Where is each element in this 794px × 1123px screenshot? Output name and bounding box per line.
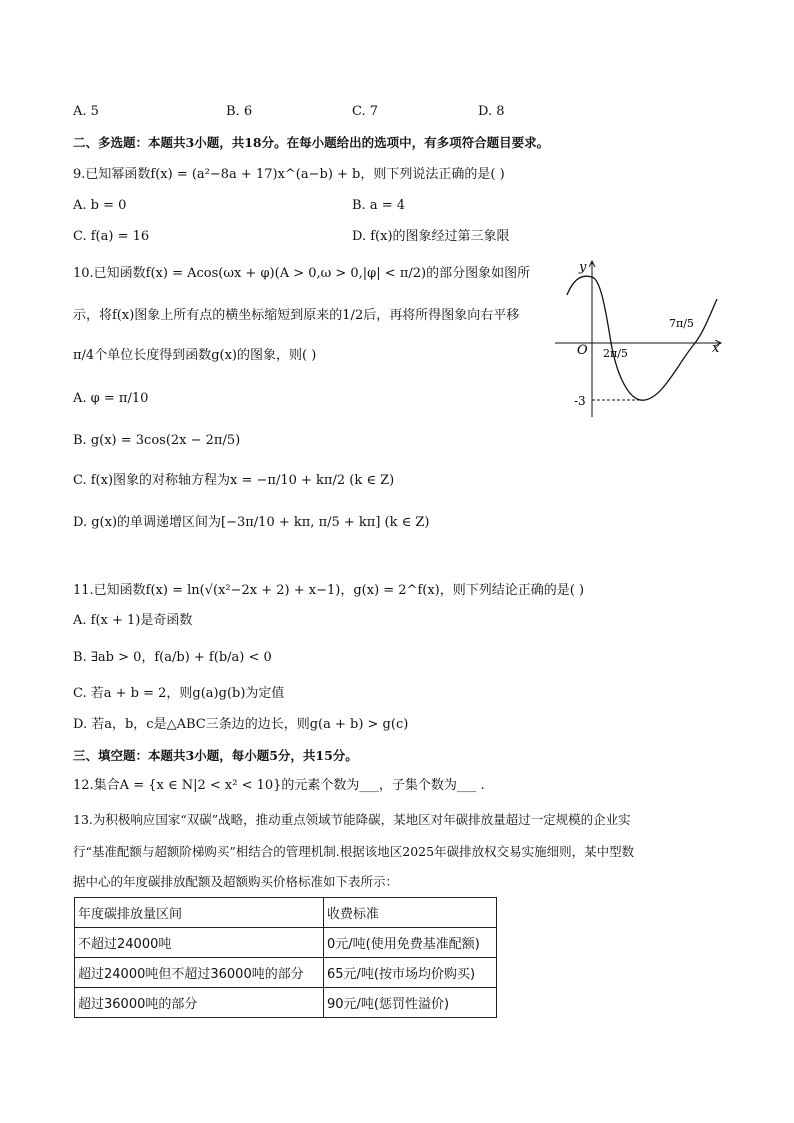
table-row <box>75 958 497 988</box>
q8-option-d: D. 8 <box>478 104 505 119</box>
q8-option-b: B. 6 <box>226 104 253 119</box>
x-tick-7pi5: 7π/5 <box>669 317 694 330</box>
q10-stem-line3: π/4个单位长度得到函数g(x)的图象，则( ) <box>73 348 317 363</box>
x-axis-label: x <box>712 341 720 356</box>
table-header-row <box>75 898 497 928</box>
table-header-cell: 收费标准 <box>324 898 497 928</box>
section2-header: 二、多选题：本题共3小题，共18分。在每小题给出的选项中，有多项符合题目要求。 <box>73 135 550 150</box>
q10-option-d: D. g(x)的单调递增区间为[−3π/10 + kπ, π/5 + kπ] (k ∈ Z) <box>73 515 430 530</box>
q11-stem: 11.已知函数f(x) = ln(√(x²−2x + 2) + x−1)，g(x) = 2^f(x)，则下列结论正确的是( ) <box>73 583 585 598</box>
q13-line3: 据中心的年度碳排放配额及超额购买价格标准如下表所示： <box>73 874 399 889</box>
q10-stem-line2: 示，将f(x)图象上所有点的横坐标缩短到原来的1/2后，再将所得图象向右平移 <box>73 308 520 323</box>
table-header-cell: 年度碳排放量区间 <box>75 898 324 928</box>
section3-header: 三、填空题：本题共3小题，每小题5分，共15分。 <box>73 748 358 763</box>
q10-option-b: B. g(x) = 3cos(2x − 2π/5) <box>73 433 241 448</box>
table-cell: 超过36000吨的部分 <box>75 988 324 1018</box>
q9-option-a: A. b = 0 <box>73 198 127 213</box>
table-row <box>75 988 497 1018</box>
origin-label: O <box>577 343 588 358</box>
q12-stem: 12.集合A = {x ∈ N|2 < x² < 10}的元素个数为___，子集个数为___ . <box>73 778 485 793</box>
q13-line2: 行“基准配额与超额阶梯购买”相结合的管理机制.根据该地区2025年碳排放权交易实施细则，某中型数 <box>73 844 635 859</box>
q10-option-c: C. f(x)图象的对称轴方程为x = −π/10 + kπ/2 (k ∈ Z) <box>73 473 395 488</box>
cosine-curve <box>567 276 717 400</box>
table-cell: 超过24000吨但不超过36000吨的部分 <box>75 958 324 988</box>
table-row <box>75 928 497 958</box>
y-tick-neg3: -3 <box>574 394 586 408</box>
q11-option-b: B. ∃ab > 0，f(a/b) + f(b/a) < 0 <box>73 650 272 665</box>
q10-cosine-graph <box>545 255 730 420</box>
q9-option-b: B. a = 4 <box>352 198 405 213</box>
q8-option-a: A. 5 <box>73 104 99 119</box>
q9-option-d: D. f(x)的图象经过第三象限 <box>352 229 510 244</box>
q9-option-c: C. f(a) = 16 <box>73 229 150 244</box>
carbon-quota-table <box>74 897 497 1018</box>
y-axis-label: y <box>579 260 587 275</box>
q13-line1: 13.为积极响应国家“双碳”战略，推动重点领域节能降碳，某地区对年碳排放量超过一定规模的企业实 <box>73 812 631 827</box>
q11-option-a: A. f(x + 1)是奇函数 <box>73 613 193 628</box>
x-tick-2pi5: 2π/5 <box>603 347 628 360</box>
q10-option-a: A. φ = π/10 <box>73 391 149 406</box>
table-cell: 0元/吨(使用免费基准配额) <box>324 928 497 958</box>
table-cell: 90元/吨(惩罚性溢价) <box>324 988 497 1018</box>
q10-stem-line1: 10.已知函数f(x) = Acos(ωx + φ)(A > 0,ω > 0,|φ| < π/2)的部分图象如图所 <box>73 266 531 281</box>
q8-option-c: C. 7 <box>352 104 379 119</box>
q9-stem: 9.已知幂函数f(x) = (a²−8a + 17)x^(a−b) + b，则下列说法正确的是( ) <box>73 167 505 182</box>
q11-option-c: C. 若a + b = 2，则g(a)g(b)为定值 <box>73 686 285 701</box>
table-cell: 不超过24000吨 <box>75 928 324 958</box>
table-cell: 65元/吨(按市场均价购买) <box>324 958 497 988</box>
q11-option-d: D. 若a，b，c是△ABC三条边的边长，则g(a + b) > g(c) <box>73 717 409 732</box>
